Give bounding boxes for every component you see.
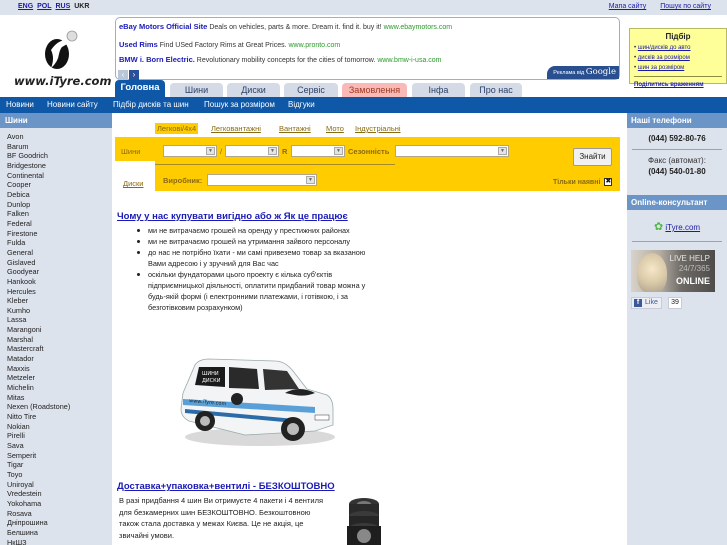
site-search-link[interactable]: Пошук по сайту bbox=[660, 3, 711, 10]
category-light-truck[interactable]: Легковантажні bbox=[211, 124, 261, 133]
manufacturer-select[interactable] bbox=[207, 174, 317, 186]
brand-link[interactable]: Dunlop bbox=[7, 199, 31, 209]
brand-link[interactable]: Дніпрошина bbox=[7, 518, 48, 528]
brand-link[interactable]: Fulda bbox=[7, 238, 26, 248]
dropdown-arrow-icon: ▼ bbox=[306, 176, 315, 184]
brand-link[interactable]: Debica bbox=[7, 189, 30, 199]
share-impression-link[interactable]: Поділитись враженням bbox=[634, 82, 704, 88]
site-logo[interactable] bbox=[14, 28, 112, 88]
tab-info[interactable]: Інфа bbox=[412, 83, 465, 98]
subnav-reviews[interactable]: Відгуки bbox=[288, 100, 315, 109]
chevron-left-icon[interactable]: ‹ bbox=[118, 70, 128, 80]
google-logo: Google bbox=[585, 67, 616, 77]
tab-order[interactable]: Замовлення bbox=[342, 83, 407, 98]
subnav-news[interactable]: Новини bbox=[6, 100, 34, 109]
diameter-select[interactable] bbox=[291, 145, 345, 157]
ad-text: Revolutionary mobility concepts for the cities of tomorrow. bbox=[196, 57, 376, 64]
dropdown-arrow-icon: ▼ bbox=[206, 147, 215, 155]
sub-navigation bbox=[0, 97, 727, 113]
facebook-like-button[interactable]: f Like bbox=[631, 297, 662, 309]
brand-link[interactable]: Lassa bbox=[7, 315, 27, 325]
icq-flower-icon: ✿ bbox=[653, 221, 664, 233]
season-label: Сезонність bbox=[348, 147, 390, 156]
google-ads-box bbox=[115, 17, 620, 80]
brand-link[interactable]: Avon bbox=[7, 132, 24, 141]
brand-link[interactable]: Cooper bbox=[7, 180, 31, 190]
live-help-line3: ONLINE bbox=[675, 276, 710, 286]
why-list-item: до нас не потрібно їхати - ми самі привеземо товар за вказаною Вами адресою і у зручний для Вас час bbox=[135, 247, 380, 269]
ads-by-google-badge[interactable] bbox=[547, 66, 619, 79]
lang-pol[interactable]: POL bbox=[37, 3, 52, 10]
live-help-line2: 24/7/365 bbox=[678, 264, 710, 273]
why-heading-link[interactable]: Чому у нас купувати вигідно або ж Як це працює bbox=[117, 211, 348, 222]
brand-link[interactable]: Uniroyal bbox=[7, 479, 34, 489]
left-sidebar bbox=[0, 113, 112, 545]
brand-link[interactable]: Bridgestone bbox=[7, 160, 46, 170]
category-passenger[interactable]: Легкові/4x4 bbox=[157, 124, 197, 133]
phones-heading: Наші телефони bbox=[627, 113, 727, 128]
why-list bbox=[135, 225, 380, 313]
category-industrial[interactable]: Індустріальні bbox=[355, 124, 401, 133]
find-button[interactable]: Знайти bbox=[573, 148, 612, 166]
dropdown-arrow-icon: ▼ bbox=[334, 147, 343, 155]
ad-title[interactable]: Used Rims bbox=[119, 40, 158, 49]
delivery-heading-link[interactable]: Доставка+упаковка+вентилі - БЕЗКОШТОВНО bbox=[117, 481, 335, 492]
profile-select[interactable] bbox=[225, 145, 279, 157]
lang-eng[interactable]: ENG bbox=[18, 3, 34, 10]
dropdown-arrow-icon: ▼ bbox=[268, 147, 277, 155]
divider bbox=[632, 149, 722, 150]
van-url-text: www.iTyre.com bbox=[188, 398, 227, 408]
brand-link[interactable]: Yokohama bbox=[7, 498, 42, 508]
live-help-banner[interactable] bbox=[631, 250, 715, 292]
badge-prefix: Реклама від bbox=[553, 70, 585, 76]
delivery-text: В разі придбання 4 шин Ви отримуєте 4 пакети і 4 вентиля для безкамерних шин БЕЗКОШТОВНО. Безкоштовною також стала доставка у межах Києва. Це не акція, це звичайні умови. bbox=[119, 496, 324, 541]
top-bar bbox=[0, 0, 727, 15]
selector-link-by-car[interactable]: шин/дисків до авто bbox=[637, 45, 691, 51]
ad-item[interactable] bbox=[119, 55, 442, 64]
season-select[interactable] bbox=[395, 145, 509, 157]
only-available-label: Тільки наявні bbox=[553, 178, 601, 186]
facebook-like-count: 39 bbox=[668, 297, 682, 309]
online-consultant-heading: Online-консультант bbox=[627, 195, 727, 210]
divider bbox=[155, 164, 395, 165]
selector-item: • шин/дисків до авто bbox=[634, 45, 691, 51]
brand-link[interactable]: Barum bbox=[7, 141, 29, 151]
brand-link[interactable]: Nexen (Roadstone) bbox=[7, 402, 71, 412]
logo-tyre-man-icon bbox=[37, 28, 81, 72]
tyres-search-label[interactable]: Шини bbox=[115, 137, 155, 161]
share-impression bbox=[634, 82, 704, 88]
ad-text: Deals on vehicles, parts & more. Dream it. find it. buy it! bbox=[209, 24, 382, 31]
brand-link[interactable]: General bbox=[7, 247, 33, 257]
brand-link[interactable]: BF Goodrich bbox=[7, 151, 48, 161]
slash-separator: / bbox=[220, 147, 223, 156]
brand-link[interactable]: Белшина bbox=[7, 527, 38, 537]
sidebar-heading: Шини bbox=[0, 113, 112, 128]
tab-home[interactable]: Головна bbox=[115, 80, 165, 98]
ad-item[interactable] bbox=[119, 22, 452, 31]
facebook-icon: f bbox=[634, 299, 642, 307]
ad-text: Find USed Factory Rims at Great Prices. bbox=[159, 42, 287, 49]
selector-link-disks-by-size[interactable]: дисків за розміром bbox=[637, 55, 690, 61]
live-help-line1: LIVE HELP bbox=[669, 254, 710, 263]
disks-search-link[interactable]: Диски bbox=[123, 179, 144, 188]
why-heading bbox=[117, 211, 348, 222]
brand-link[interactable]: Nokian bbox=[7, 421, 30, 431]
divider bbox=[634, 76, 722, 77]
tab-disks[interactable]: Диски bbox=[227, 83, 280, 98]
category-truck[interactable]: Вантажні bbox=[279, 124, 311, 133]
van-text-tyres: ШИНИ bbox=[202, 371, 219, 377]
brand-link[interactable]: Toyo bbox=[7, 469, 23, 479]
why-list-item: оскільки фундаторами цього проекту є кілька суб'єктів підприємницької діяльності, оплатити придбаний товар можна у будь-якій формі (і електронними платежами, і готівкою, і за безготівковим розрахунком) bbox=[135, 269, 380, 313]
brand-link[interactable]: Tigar bbox=[7, 460, 24, 470]
manufacturer-label: Виробник: bbox=[163, 176, 203, 185]
brand-link[interactable]: Pirelli bbox=[7, 431, 25, 441]
facebook-like-widget bbox=[631, 297, 727, 309]
brand-link[interactable]: Firestone bbox=[7, 228, 38, 238]
brand-link[interactable]: Rosava bbox=[7, 508, 32, 518]
why-list-item: ми не витрачаємо грошей на оренду у престижних районах bbox=[135, 225, 380, 236]
tab-about[interactable]: Про нас bbox=[470, 83, 522, 98]
subnav-site-news[interactable]: Новини сайту bbox=[47, 100, 98, 109]
brand-list bbox=[0, 128, 112, 545]
tyre-stack-image bbox=[343, 496, 385, 545]
brand-link[interactable]: Marangoni bbox=[7, 325, 42, 335]
van-text-disks: ДИСКИ bbox=[202, 378, 221, 384]
ad-url[interactable]: www.pronto.com bbox=[288, 42, 341, 49]
brand-link[interactable]: Marshal bbox=[7, 334, 33, 344]
operator-photo bbox=[637, 253, 667, 292]
brand-link[interactable]: Sava bbox=[7, 441, 24, 450]
subnav-disk-tyre-selection[interactable]: Підбір дисків та шин bbox=[113, 100, 189, 109]
why-list-item: ми не витрачаємо грошей на утримання зайвого персоналу bbox=[135, 236, 380, 247]
tab-service[interactable]: Сервіс bbox=[284, 83, 338, 98]
brand-link[interactable]: Mastercraft bbox=[7, 344, 44, 354]
sitemap-link[interactable]: Мапа сайту bbox=[608, 3, 647, 10]
brand-link[interactable]: Michelin bbox=[7, 383, 34, 393]
brand-link[interactable]: Goodyear bbox=[7, 267, 40, 277]
selector-title: Підбір bbox=[665, 32, 691, 41]
brand-link[interactable]: Metzeler bbox=[7, 373, 35, 383]
divider bbox=[632, 241, 722, 242]
ad-title[interactable]: BMW i. Born Electric. bbox=[119, 55, 195, 64]
brand-link[interactable]: НкШЗ bbox=[7, 537, 27, 545]
icq-contact bbox=[627, 220, 727, 233]
selector-box bbox=[629, 28, 727, 84]
ad-item[interactable] bbox=[119, 40, 340, 49]
top-links bbox=[597, 3, 711, 10]
only-available-checkbox[interactable]: ✖ bbox=[605, 178, 612, 185]
r-label: R bbox=[282, 147, 288, 156]
ad-url[interactable]: www.ebaymotors.com bbox=[383, 24, 453, 31]
brand-link[interactable]: Kumho bbox=[7, 305, 31, 315]
lang-ukr-current: UKR bbox=[74, 3, 90, 10]
width-select[interactable] bbox=[163, 145, 217, 157]
logo-text: www.iTyre.com bbox=[14, 74, 112, 88]
tyre-search-panel bbox=[155, 137, 620, 191]
ad-url[interactable]: www.bmw-i-usa.com bbox=[377, 57, 442, 64]
chevron-right-icon[interactable]: › bbox=[129, 70, 139, 80]
ad-navigation bbox=[118, 69, 140, 80]
delivery-van-image bbox=[175, 355, 335, 450]
dropdown-arrow-icon: ▼ bbox=[498, 147, 507, 155]
only-available-option bbox=[553, 178, 612, 186]
selector-item: • дисків за розміром bbox=[634, 55, 690, 61]
brand-link[interactable]: Hercules bbox=[7, 286, 36, 296]
icq-link[interactable]: iTyre.com bbox=[665, 223, 701, 232]
brand-link[interactable]: Continental bbox=[7, 170, 44, 180]
fax-number: (044) 540-01-80 bbox=[648, 167, 706, 176]
brand-link[interactable]: Semperit bbox=[7, 450, 37, 460]
language-switcher bbox=[18, 3, 89, 10]
selector-item: • шин за розміром bbox=[634, 65, 685, 71]
search-type-switch bbox=[115, 137, 155, 191]
brand-link[interactable]: Matador bbox=[7, 354, 34, 364]
phone-number[interactable]: (044) 592-80-76 bbox=[648, 134, 706, 143]
brand-link[interactable]: Gislaved bbox=[7, 257, 36, 267]
ad-title[interactable]: eBay Motors Official Site bbox=[119, 22, 208, 31]
selector-link-tyres-by-size[interactable]: шин за розміром bbox=[637, 65, 685, 71]
brand-link[interactable]: Federal bbox=[7, 218, 32, 228]
brand-link[interactable]: Mitas bbox=[7, 392, 25, 402]
delivery-heading bbox=[117, 481, 335, 492]
fax-label: Факс (автомат): bbox=[648, 156, 706, 165]
subnav-search-by-size[interactable]: Пошук за розміром bbox=[204, 100, 275, 109]
right-sidebar bbox=[627, 113, 727, 545]
tab-tyres[interactable]: Шини bbox=[170, 83, 223, 98]
brand-link[interactable]: Nitto Tire bbox=[7, 412, 37, 422]
category-moto[interactable]: Мото bbox=[326, 124, 344, 133]
brand-link[interactable]: Vredestein bbox=[7, 489, 42, 499]
brand-link[interactable]: Hankook bbox=[7, 276, 36, 286]
brand-link[interactable]: Falken bbox=[7, 209, 29, 219]
brand-link[interactable]: Maxxis bbox=[7, 363, 30, 373]
brand-link[interactable]: Kleber bbox=[7, 296, 29, 306]
lang-rus[interactable]: RUS bbox=[55, 3, 71, 10]
